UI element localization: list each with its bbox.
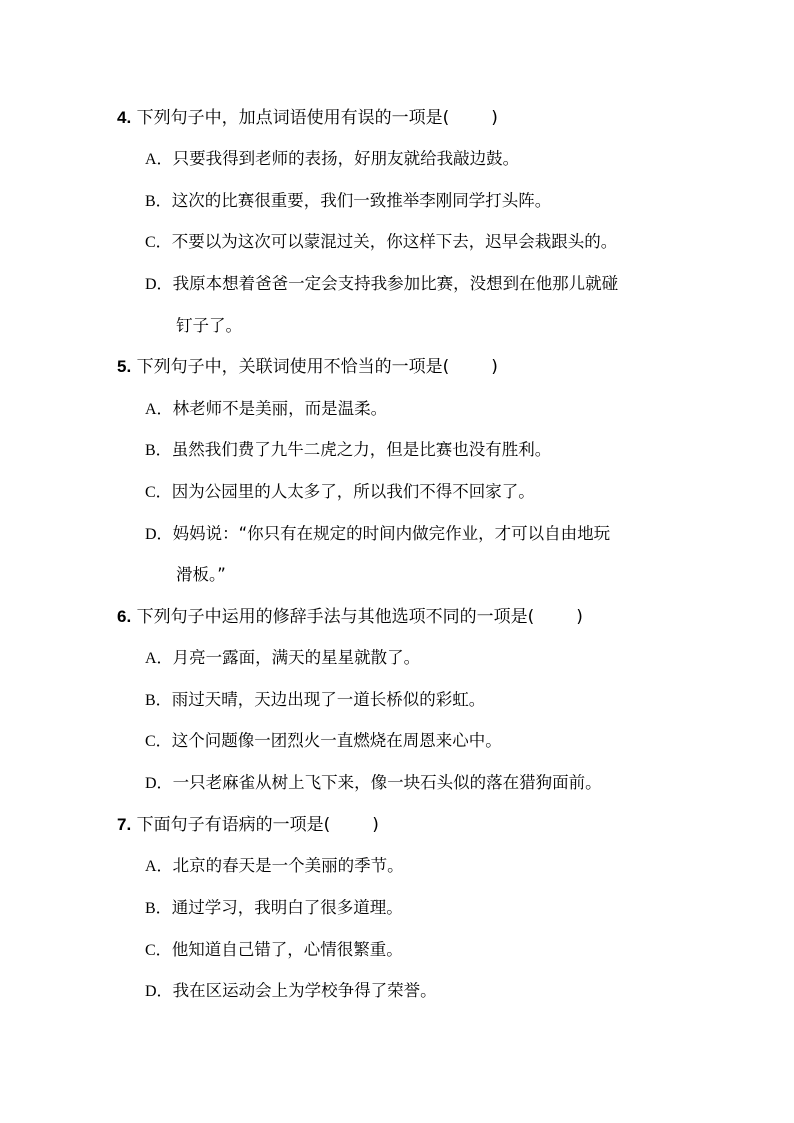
- option-text: 月亮一露面，满天的星星就散了。: [172, 648, 421, 667]
- question-5-option-b: [145, 440, 690, 461]
- option-text: 只要我得到老师的表扬，好朋友就给我敲边鼓。: [172, 149, 520, 168]
- answer-paren-close: ): [491, 108, 498, 128]
- question-5-option-d: [145, 524, 690, 545]
- question-6-option-d: [145, 773, 690, 794]
- option-text: 不要以为这次可以蒙混过关，你这样下去，迟早会栽跟头的。: [171, 232, 618, 251]
- option-text: 这次的比赛很重要，我们一致推举李刚同学打头阵。: [171, 191, 552, 210]
- question-number: 7.: [117, 815, 132, 834]
- option-letter: B．: [145, 900, 172, 917]
- option-letter: B．: [145, 692, 172, 709]
- question-7-option-a: [145, 856, 690, 877]
- question-5-stem: [117, 357, 717, 377]
- option-letter: D．: [145, 983, 173, 1000]
- question-4-option-b: [145, 191, 690, 212]
- option-text: 我原本想着爸爸一定会支持我参加比赛，没想到在他那儿就碰: [172, 274, 619, 293]
- answer-paren-close: ): [576, 607, 583, 627]
- option-letter: A．: [145, 858, 173, 875]
- question-6-option-a: [145, 648, 690, 669]
- option-letter: B．: [145, 193, 172, 210]
- option-letter: B．: [145, 442, 172, 459]
- question-text: 下列句子中，关联词使用不恰当的一项是(: [136, 357, 450, 377]
- option-text: 虽然我们费了九牛二虎之力，但是比赛也没有胜利。: [171, 440, 552, 459]
- option-text: 通过学习，我明白了很多道理。: [171, 898, 403, 917]
- option-text: 我在区运动会上为学校争得了荣誉。: [172, 981, 437, 1000]
- question-6-stem: [117, 607, 717, 627]
- question-7-option-d: [145, 981, 690, 1002]
- question-7-option-c: [145, 940, 690, 961]
- option-letter: C．: [145, 942, 172, 959]
- option-text: 这个问题像一团烈火一直燃烧在周恩来心中。: [171, 731, 502, 750]
- question-4-option-a: [145, 149, 690, 170]
- question-number: 4.: [117, 108, 132, 127]
- question-number: 5.: [117, 357, 132, 376]
- question-5-option-a: [145, 399, 690, 420]
- option-letter: D．: [145, 775, 173, 792]
- option-letter: D．: [145, 276, 173, 293]
- option-text: 因为公园里的人太多了，所以我们不得不回家了。: [171, 482, 535, 501]
- question-4-option-d: [145, 274, 690, 295]
- option-text: 林老师不是美丽，而是温柔。: [172, 399, 388, 418]
- question-7-stem: [117, 815, 717, 835]
- answer-paren-close: ): [372, 815, 379, 835]
- question-number: 6.: [117, 607, 132, 626]
- option-letter: C．: [145, 234, 172, 251]
- question-5-option-d-continuation: 滑板。”: [176, 565, 226, 584]
- option-letter: A．: [145, 401, 173, 418]
- option-letter: D．: [145, 526, 173, 543]
- question-7-option-b: [145, 898, 690, 919]
- question-text: 下列句子中，加点词语使用有误的一项是(: [136, 108, 450, 128]
- question-6-option-b: [145, 690, 690, 711]
- option-text: 北京的春天是一个美丽的季节。: [172, 856, 404, 875]
- option-text: 他知道自己错了，心情很繁重。: [171, 940, 403, 959]
- option-text: 妈妈说：“你只有在规定的时间内做完作业，才可以自由地玩: [172, 524, 611, 543]
- option-text: 雨过天晴，天边出现了一道长桥似的彩虹。: [171, 690, 486, 709]
- option-letter: C．: [145, 733, 172, 750]
- question-4-stem: [117, 108, 717, 128]
- option-letter: A．: [145, 151, 173, 168]
- question-4-option-c: [145, 232, 690, 253]
- question-5-option-c: [145, 482, 690, 503]
- question-4-option-d-continuation: 钉子了。: [176, 316, 242, 335]
- question-6-option-c: [145, 731, 690, 752]
- question-text: 下面句子有语病的一项是(: [136, 815, 331, 835]
- question-text: 下列句子中运用的修辞手法与其他选项不同的一项是(: [136, 607, 535, 627]
- option-letter: C．: [145, 484, 172, 501]
- answer-paren-close: ): [491, 357, 498, 377]
- option-letter: A．: [145, 650, 173, 667]
- option-text: 一只老麻雀从树上飞下来，像一块石头似的落在猎狗面前。: [172, 773, 602, 792]
